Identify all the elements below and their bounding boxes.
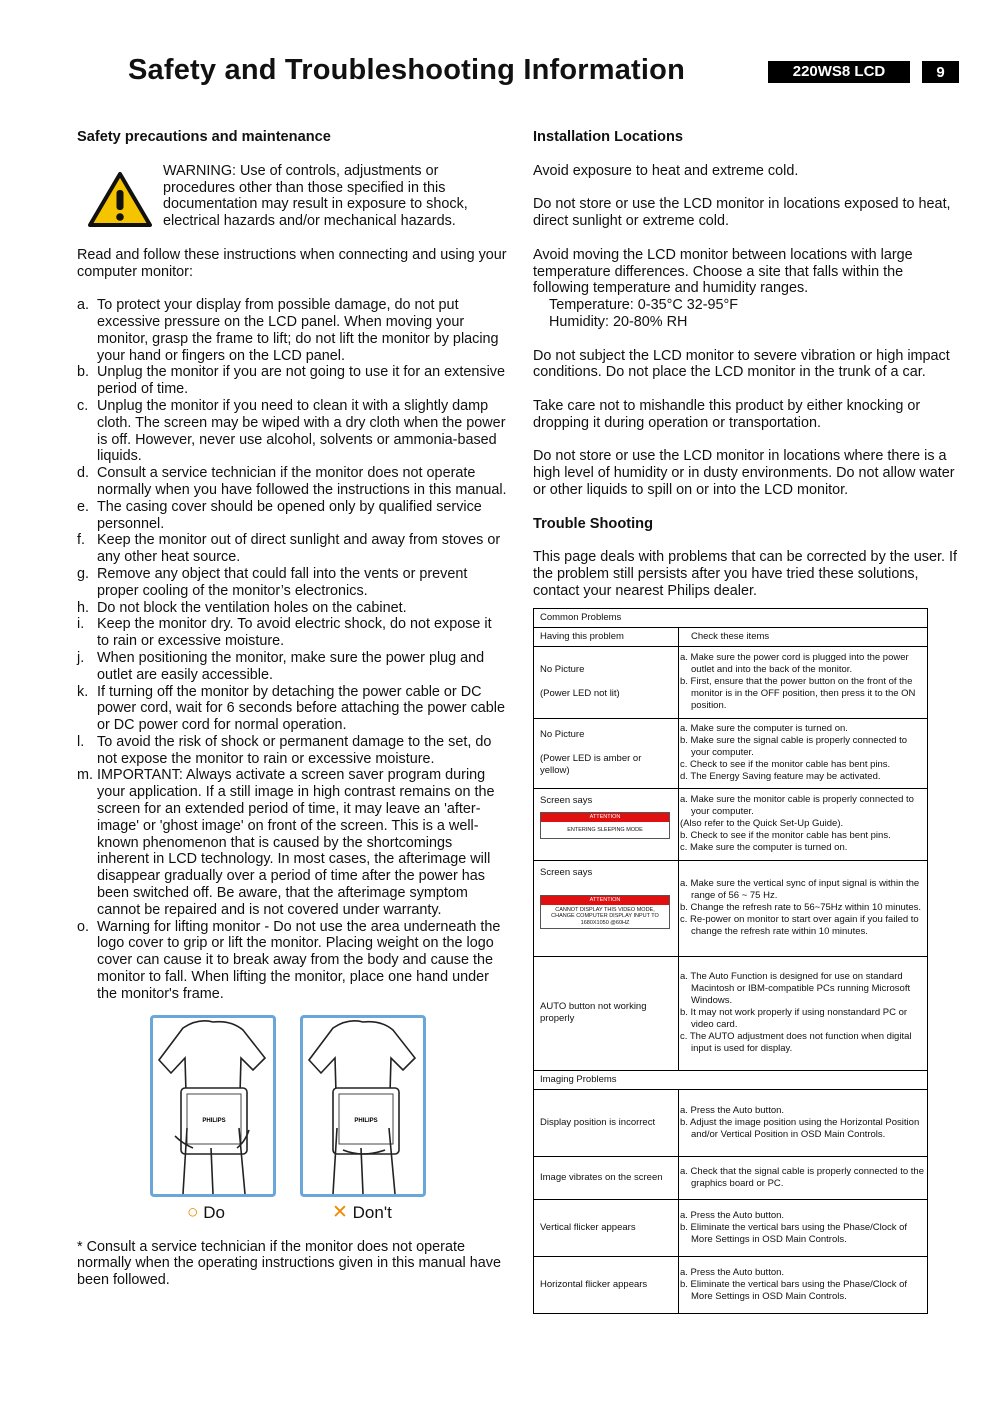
solution-cell bbox=[679, 860, 928, 956]
list-item-text: Warning for lifting monitor - Do not use the area underneath the logo cover to grip or lift the monitor. Placing weight on the logo cover can cause it to break away from the body and cause the monitor to fall. When lifting the monitor, place one hand under the monitor's frame. bbox=[97, 918, 501, 1002]
temperature-range: Temperature: 0-35°C 32-95°F bbox=[549, 297, 739, 314]
list-item bbox=[77, 734, 507, 768]
table-row bbox=[534, 1199, 928, 1256]
list-item-text: Unplug the monitor if you are not going to use it for an extensive period of time. bbox=[97, 364, 505, 398]
section-common-problems: Common Problems bbox=[534, 608, 928, 627]
list-item-text: If turning off the monitor by detaching the power cable or DC power cord, wait for 6 seconds before attaching the power cable or DC power cord for normal operation. bbox=[97, 683, 505, 734]
solution-item: a. Make sure the computer is turned on. bbox=[680, 723, 848, 735]
list-item bbox=[77, 566, 507, 600]
list-item bbox=[77, 600, 507, 617]
solution-item: c. Make sure the computer is turned on. bbox=[680, 842, 848, 854]
solution-item: b. First, ensure that the power button on the front of the monitor is in the OFF position, then press it to the ON position. bbox=[680, 676, 916, 712]
problem-cell: Display position is incorrect bbox=[534, 1089, 679, 1156]
problem-cell: AUTO button not working properly bbox=[534, 956, 679, 1070]
list-item-text: When positioning the monitor, make sure the power plug and outlet are easily accessible. bbox=[97, 649, 485, 683]
solution-item: b. Check to see if the monitor cable has bent pins. bbox=[680, 830, 891, 842]
solution-item: d. The Energy Saving feature may be activated. bbox=[680, 771, 881, 783]
solution-item: a. Press the Auto button. bbox=[680, 1104, 785, 1116]
solution-item: (Also refer to the Quick Set-Up Guide). bbox=[680, 818, 844, 830]
troubleshooting-heading: Trouble Shooting bbox=[533, 515, 653, 532]
install-p6: Do not store or use the LCD monitor in locations where there is a high level of humidity or in dusty environments. Do not allow water or other liquids to spill on or into the LCD monitor. bbox=[533, 448, 955, 498]
list-marker: f. bbox=[77, 532, 85, 549]
do-label: ○ Do bbox=[187, 1201, 225, 1223]
list-marker: h. bbox=[77, 599, 90, 616]
list-item-text: Consult a service technician if the monitor does not operate normally when you have followed the instructions in this manual. bbox=[97, 465, 507, 498]
solution-item: c. Re-power on monitor to start over again if you failed to change the refresh rate within 10 minutes. bbox=[680, 914, 919, 938]
install-p5: Take care not to mishandle this product by either knocking or dropping it during operation or transportation. bbox=[533, 397, 921, 431]
list-marker: o. bbox=[77, 918, 90, 935]
problem-cell: Screen says ATTENTION ENTERING SLEEPING MODE bbox=[534, 788, 679, 860]
list-item bbox=[77, 499, 507, 533]
column-header-problem: Having this problem bbox=[534, 627, 679, 646]
troubleshooting-intro: This page deals with problems that can be corrected by the user. If the problem still persists after you have tried these solutions, contact your nearest Philips dealer. bbox=[533, 549, 957, 599]
table-row bbox=[534, 788, 928, 860]
table-row bbox=[534, 860, 928, 956]
table-row bbox=[534, 1156, 928, 1199]
table-header-row bbox=[534, 627, 928, 646]
humidity-range: Humidity: 20-80% RH bbox=[549, 313, 688, 330]
footnote: * Consult a service technician if the monitor does not operate normally when the operating instructions given in this manual have been followed. bbox=[77, 1238, 501, 1289]
table-row bbox=[534, 956, 928, 1070]
do-illustration bbox=[150, 1015, 276, 1197]
table-row bbox=[534, 608, 928, 627]
list-marker: k. bbox=[77, 683, 89, 700]
model-badge: 220WS8 LCD bbox=[768, 61, 910, 83]
table-row bbox=[534, 718, 928, 788]
problem-cell: No Picture (Power LED is amber or yellow) bbox=[534, 718, 679, 788]
list-item-text: Keep the monitor out of direct sunlight and away from stoves or any other heat source. bbox=[97, 532, 501, 566]
problem-cell: Screen says ATTENTION CANNOT DISPLAY THIS VIDEO MODE, CHANGE COMPUTER DISPLAY INPUT TO 1680X1050 @60HZ bbox=[534, 860, 679, 956]
safety-list bbox=[77, 297, 507, 1002]
solution-item: b. Eliminate the vertical bars using the Phase/Clock of More Settings in OSD Main Controls. bbox=[680, 1278, 908, 1302]
solution-item: b. Change the refresh rate to 56~75Hz within 10 minutes. bbox=[680, 902, 922, 914]
list-marker: a. bbox=[77, 297, 90, 314]
list-item-text: To avoid the risk of shock or permanent damage to the set, do not expose the monitor to rain or excessive moisture. bbox=[97, 733, 492, 767]
warning-icon bbox=[87, 171, 153, 229]
install-p2: Do not store or use the LCD monitor in locations exposed to heat, direct sunlight or extreme cold. bbox=[533, 196, 951, 230]
solution-item: b. Eliminate the vertical bars using the Phase/Clock of More Settings in OSD Main Controls. bbox=[680, 1221, 908, 1245]
warning-text: WARNING: Use of controls, adjustments or procedures other than those specified in this documentation may result in exposure to shock, electrical hazards and/or mechanical hazards. bbox=[163, 162, 468, 230]
installation-heading: Installation Locations bbox=[533, 129, 684, 145]
table-row bbox=[534, 1256, 928, 1313]
list-item-text: IMPORTANT: Always activate a screen saver program during your application. If a still image in high contrast remains on the screen for an extended period of time, it may leave an 'after-image' or 'ghost image' on front of the screen. This is a well-known phenomenon that is caused by the shortcomings inherent in LCD technology. In most cases, the afterimage will disappear gradually over a period of time after the power has been switched off. Be aware, that the afterimage symptom cannot be repaired and is not covered under warranty. bbox=[97, 767, 495, 918]
list-marker: d. bbox=[77, 465, 90, 482]
solution-cell bbox=[679, 1089, 928, 1156]
solution-item: c. The AUTO adjustment does not function when digital input is used for display. bbox=[680, 1031, 912, 1055]
list-marker: b. bbox=[77, 364, 90, 381]
osd-video-mode-message: ATTENTION CANNOT DISPLAY THIS VIDEO MODE, CHANGE COMPUTER DISPLAY INPUT TO 1680X1050 @60HZ bbox=[540, 895, 670, 930]
list-item-text: Unplug the monitor if you need to clean it with a slightly damp cloth. The screen may be wiped with a dry cloth when the power is off. However, never use alcohol, solvents or ammonia-based liquids. bbox=[97, 397, 506, 465]
dont-illustration bbox=[300, 1015, 426, 1197]
lifting-figures bbox=[77, 1015, 507, 1225]
list-item bbox=[77, 616, 507, 650]
page-title: Safety and Troubleshooting Information bbox=[128, 54, 685, 86]
solution-cell bbox=[679, 718, 928, 788]
solution-cell bbox=[679, 1156, 928, 1199]
svg-text:PHILIPS: PHILIPS bbox=[202, 1117, 226, 1124]
svg-text:PHILIPS: PHILIPS bbox=[354, 1117, 378, 1124]
warning-block bbox=[77, 163, 507, 230]
list-item bbox=[77, 532, 507, 566]
solution-cell bbox=[679, 788, 928, 860]
list-item bbox=[77, 767, 507, 918]
list-item bbox=[77, 398, 507, 465]
solution-item: a. Press the Auto button. bbox=[680, 1209, 785, 1221]
column-header-check: Check these items bbox=[679, 627, 928, 646]
do-circle-icon: ○ bbox=[187, 1201, 199, 1223]
install-p1: Avoid exposure to heat and extreme cold. bbox=[533, 162, 799, 179]
list-marker: m. bbox=[77, 767, 93, 784]
solution-cell bbox=[679, 1199, 928, 1256]
osd-sleep-message: ATTENTION ENTERING SLEEPING MODE bbox=[540, 812, 670, 840]
list-item-text: Do not block the ventilation holes on the cabinet. bbox=[97, 599, 407, 616]
page-number: 9 bbox=[922, 61, 959, 83]
list-item-text: To protect your display from possible damage, do not put excessive pressure on the LCD panel. When moving your monitor, grasp the frame to lift; do not lift the monitor by placing your hand or fingers on the LCD panel. bbox=[97, 297, 499, 364]
troubleshooting-table bbox=[533, 608, 928, 1314]
list-marker: j. bbox=[77, 649, 85, 666]
list-marker: c. bbox=[77, 397, 89, 414]
problem-cell: No Picture (Power LED not lit) bbox=[534, 646, 679, 718]
list-item bbox=[77, 684, 507, 734]
list-item bbox=[77, 650, 507, 684]
list-item bbox=[77, 465, 507, 499]
list-item bbox=[77, 364, 507, 398]
solution-item: a. Make sure the power cord is plugged into the power outlet and into the back of the monitor. bbox=[680, 652, 909, 676]
list-item-text: The casing cover should be opened only by qualified service personnel. bbox=[97, 498, 482, 532]
table-row bbox=[534, 1070, 928, 1089]
dont-label: ✕ Don't bbox=[332, 1201, 392, 1223]
section-imaging-problems: Imaging Problems bbox=[534, 1070, 928, 1089]
install-p3: Avoid moving the LCD monitor between locations with large temperature differences. Choose a site that falls within the following temperature and humidity ranges. bbox=[533, 246, 913, 297]
solution-item: b. Make sure the signal cable is properly connected to your computer. bbox=[680, 735, 908, 759]
safety-heading: Safety precautions and maintenance bbox=[77, 129, 331, 145]
solution-cell bbox=[679, 956, 928, 1070]
problem-cell: Vertical flicker appears bbox=[534, 1199, 679, 1256]
solution-item: b. Adjust the image position using the Horizontal Position and/or Vertical Position in OSD Main Controls. bbox=[680, 1116, 920, 1140]
problem-cell: Image vibrates on the screen bbox=[534, 1156, 679, 1199]
solution-item: a. Make sure the vertical sync of input signal is within the range of 56 ~ 75 Hz. bbox=[680, 878, 920, 902]
list-item bbox=[77, 919, 507, 1003]
table-row bbox=[534, 1089, 928, 1156]
list-item bbox=[77, 297, 507, 364]
solution-item: b. It may not work properly if using nonstandard PC or video card. bbox=[680, 1007, 908, 1031]
list-item-text: Remove any object that could fall into the vents or prevent proper cooling of the monitor’s electronics. bbox=[97, 565, 468, 599]
list-marker: l. bbox=[77, 733, 85, 750]
list-item-text: Keep the monitor dry. To avoid electric shock, do not expose it to rain or excessive moisture. bbox=[97, 616, 492, 650]
problem-cell: Horizontal flicker appears bbox=[534, 1256, 679, 1313]
solution-item: c. Check to see if the monitor cable has bent pins. bbox=[680, 759, 891, 771]
solution-item: a. Check that the signal cable is properly connected to the graphics board or PC. bbox=[680, 1165, 924, 1189]
solution-cell bbox=[679, 646, 928, 718]
intro-text: Read and follow these instructions when connecting and using your computer monitor: bbox=[77, 246, 507, 280]
list-marker: g. bbox=[77, 565, 90, 582]
solution-cell bbox=[679, 1256, 928, 1313]
solution-item: a. Make sure the monitor cable is properly connected to your computer. bbox=[680, 794, 914, 818]
list-marker: e. bbox=[77, 498, 90, 515]
dont-cross-icon: ✕ bbox=[332, 1201, 348, 1223]
solution-item: a. The Auto Function is designed for use on standard Macintosh or IBM-compatible PCs running Microsoft Windows. bbox=[680, 971, 911, 1007]
list-marker: i. bbox=[77, 616, 85, 633]
right-column bbox=[533, 129, 958, 1314]
table-row bbox=[534, 646, 928, 718]
solution-item: a. Press the Auto button. bbox=[680, 1266, 785, 1278]
left-column bbox=[77, 129, 507, 1306]
install-p4: Do not subject the LCD monitor to severe vibration or high impact conditions. Do not place the LCD monitor in the trunk of a car. bbox=[533, 347, 950, 381]
